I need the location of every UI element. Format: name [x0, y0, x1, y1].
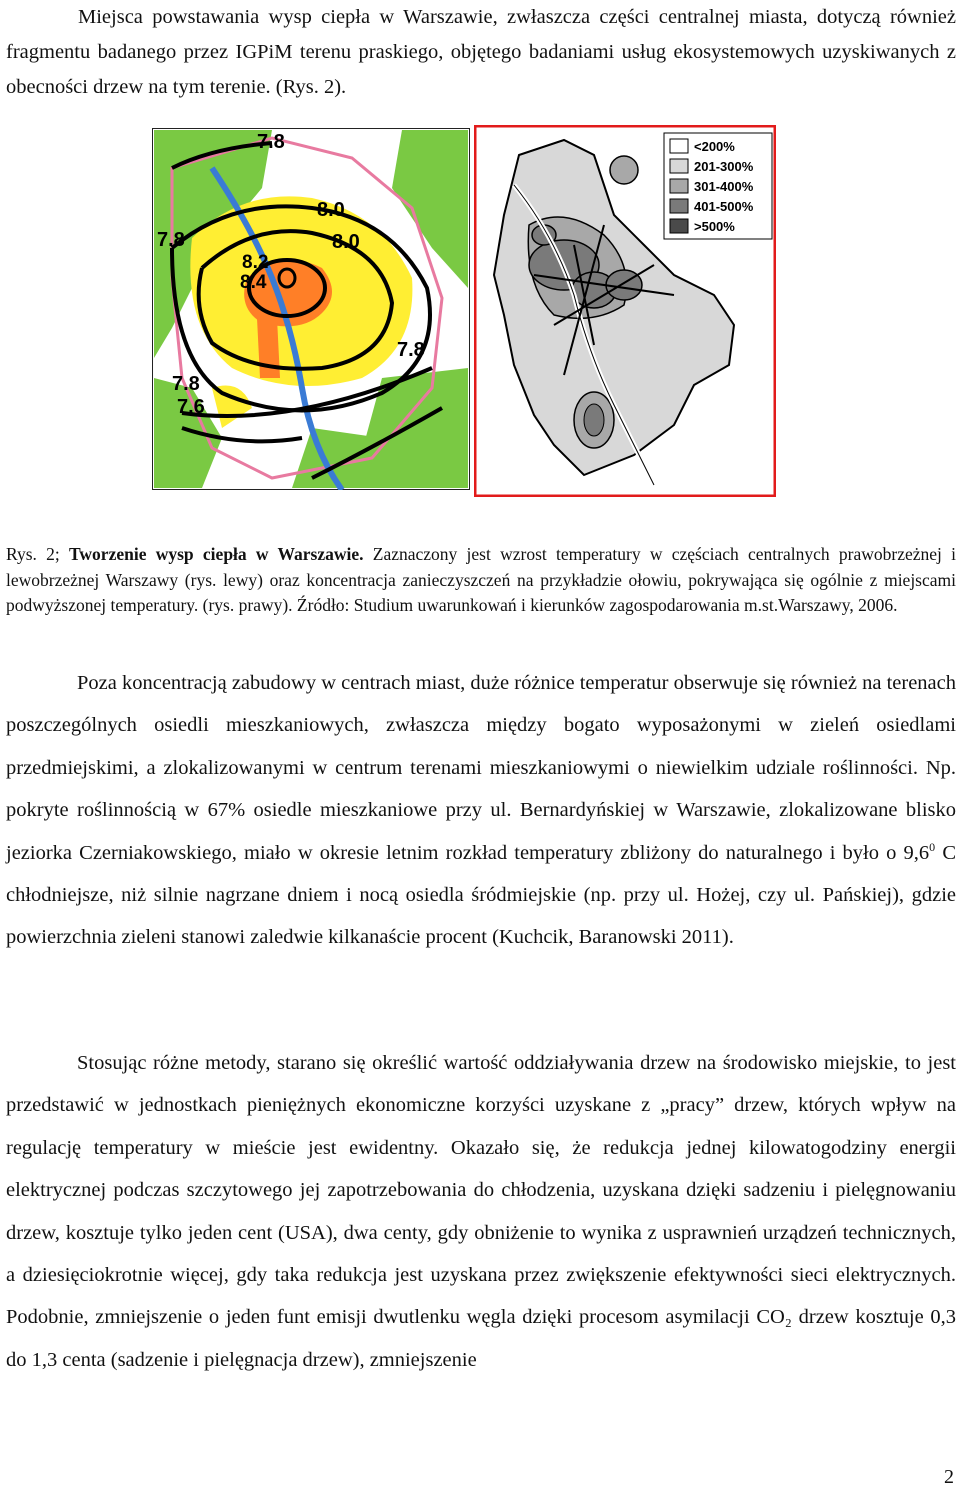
lead-pollution-map	[474, 125, 776, 497]
page-number: 2	[944, 1466, 954, 1488]
isotherm-label: 8.4	[240, 272, 267, 293]
isotherm-label: 8.2	[242, 252, 269, 273]
degree-superscript: 0	[929, 839, 936, 854]
legend-label: 201-300%	[694, 159, 754, 174]
paragraph-temperature-differences	[6, 662, 956, 959]
legend-label: 401-500%	[694, 199, 754, 214]
legend-label: <200%	[694, 139, 735, 154]
isotherm-label: 7.8	[397, 339, 425, 361]
caption-body: Zaznaczony jest wzrost temperatury w częściach centralnych prawobrzeżnej i lewobrzeżnej Warszawy (rys. lewy) oraz koncentracja zanieczyszczeń na przykładzie ołowiu, pokrywająca się ogólnie z miejscami podwyższonej temperatury. (rys. prawy). Źródło: Studium uwarunkowań i kierunków zagospodarowania m.st.Warszawy, 2006.	[6, 544, 956, 615]
isotherm-label: 8.0	[317, 199, 345, 221]
legend-swatch	[670, 219, 688, 233]
legend-label: 301-400%	[694, 179, 754, 194]
paragraph-economic-value: Stosując różne metody, starano się określić wartość oddziaływania drzew na środowisko miejskie, to jest przedstawić w jednostkach pieniężnych ekonomiczne korzyści uzyskane z „pracy” drzew, których wpływ na regulację temperatury w mieście jest ewidentny. Okazało się, że redukcja jednej kilowatogodziny energii elektrycznej podczas szczytowego jej zapotrzebowania do chłodzenia, uzyskana dzięki sadzeniu i pielęgnowaniu drzew, kosztuje tylko jeden cent (USA), dwa centy, gdy obniżenie to wynika z usprawnień urządzeń technicznych, a dziesięciokrotnie więcej, gdy taka redukcja jest uzyskana przez zwiększenie efektywności sieci elektrycznych. Podobnie, zmniejszenie o jeden funt emisji dwutlenku węgla dzięki procesom asymilacji CO₂ drzew kosztuje 0,3 do 1,3 centa (sadzenie i pielęgnacja drzew), zmniejszenie	[6, 1052, 956, 1371]
legend-label: >500%	[694, 219, 735, 234]
isotherm-label: 7.8	[157, 229, 185, 251]
heat-island-map	[152, 128, 470, 490]
caption-prefix: Rys. 2;	[6, 544, 70, 564]
isotherm-label: 7.6	[177, 396, 205, 418]
legend-swatch	[670, 199, 688, 213]
intro-paragraph: Miejsca powstawania wysp ciepła w Warszawie, zwłaszcza części centralnej miasta, dotyczą również fragmentu badanego przez IGPiM terenu praskiego, objętego badaniami usług ekosystemowych uzyskiwanych z obecności drzew na tym terenie. (Rys. 2).	[6, 6, 956, 98]
legend-swatch	[670, 179, 688, 193]
paragraph-text: Poza koncentracją zabudowy w centrach miast, duże różnice temperatur obserwuje się również na terenach poszczególnych osiedli mieszkaniowych, zwłaszcza między bogato wyposażonymi w zieleń osiedlami przedmiejskimi, a zlokalizowanymi w centrum terenami mieszkaniowymi o niewielkim udziale roślinności. Np. pokryte roślinnością w 67% osiedle mieszkaniowe przy ul. Bernardyńskiej w Warszawie, zlokalizowane blisko jeziorka Czerniakowskiego, miało w okresie letnim rozkład temperatury zbliżony do naturalnego i było o 9,6	[6, 672, 956, 864]
isotherm-label: 8.0	[332, 231, 360, 253]
caption-title: Tworzenie wysp ciepła w Warszawie.	[69, 544, 364, 564]
figure-caption	[6, 542, 956, 619]
legend-swatch	[670, 139, 688, 153]
isotherm-label: 7.8	[257, 131, 285, 153]
legend-swatch	[670, 159, 688, 173]
paragraph-text: C chłodniejsze, niż silnie nagrzane dniem i nocą osiedla śródmiejskie (np. przy ul. Hożej, czy ul. Pańskiej), gdzie powierzchnia zieleni stanowi zaledwie kilkanaście procent (Kuchcik, Baranowski 2011).	[6, 841, 956, 949]
isotherm-label: 7.8	[172, 373, 200, 395]
